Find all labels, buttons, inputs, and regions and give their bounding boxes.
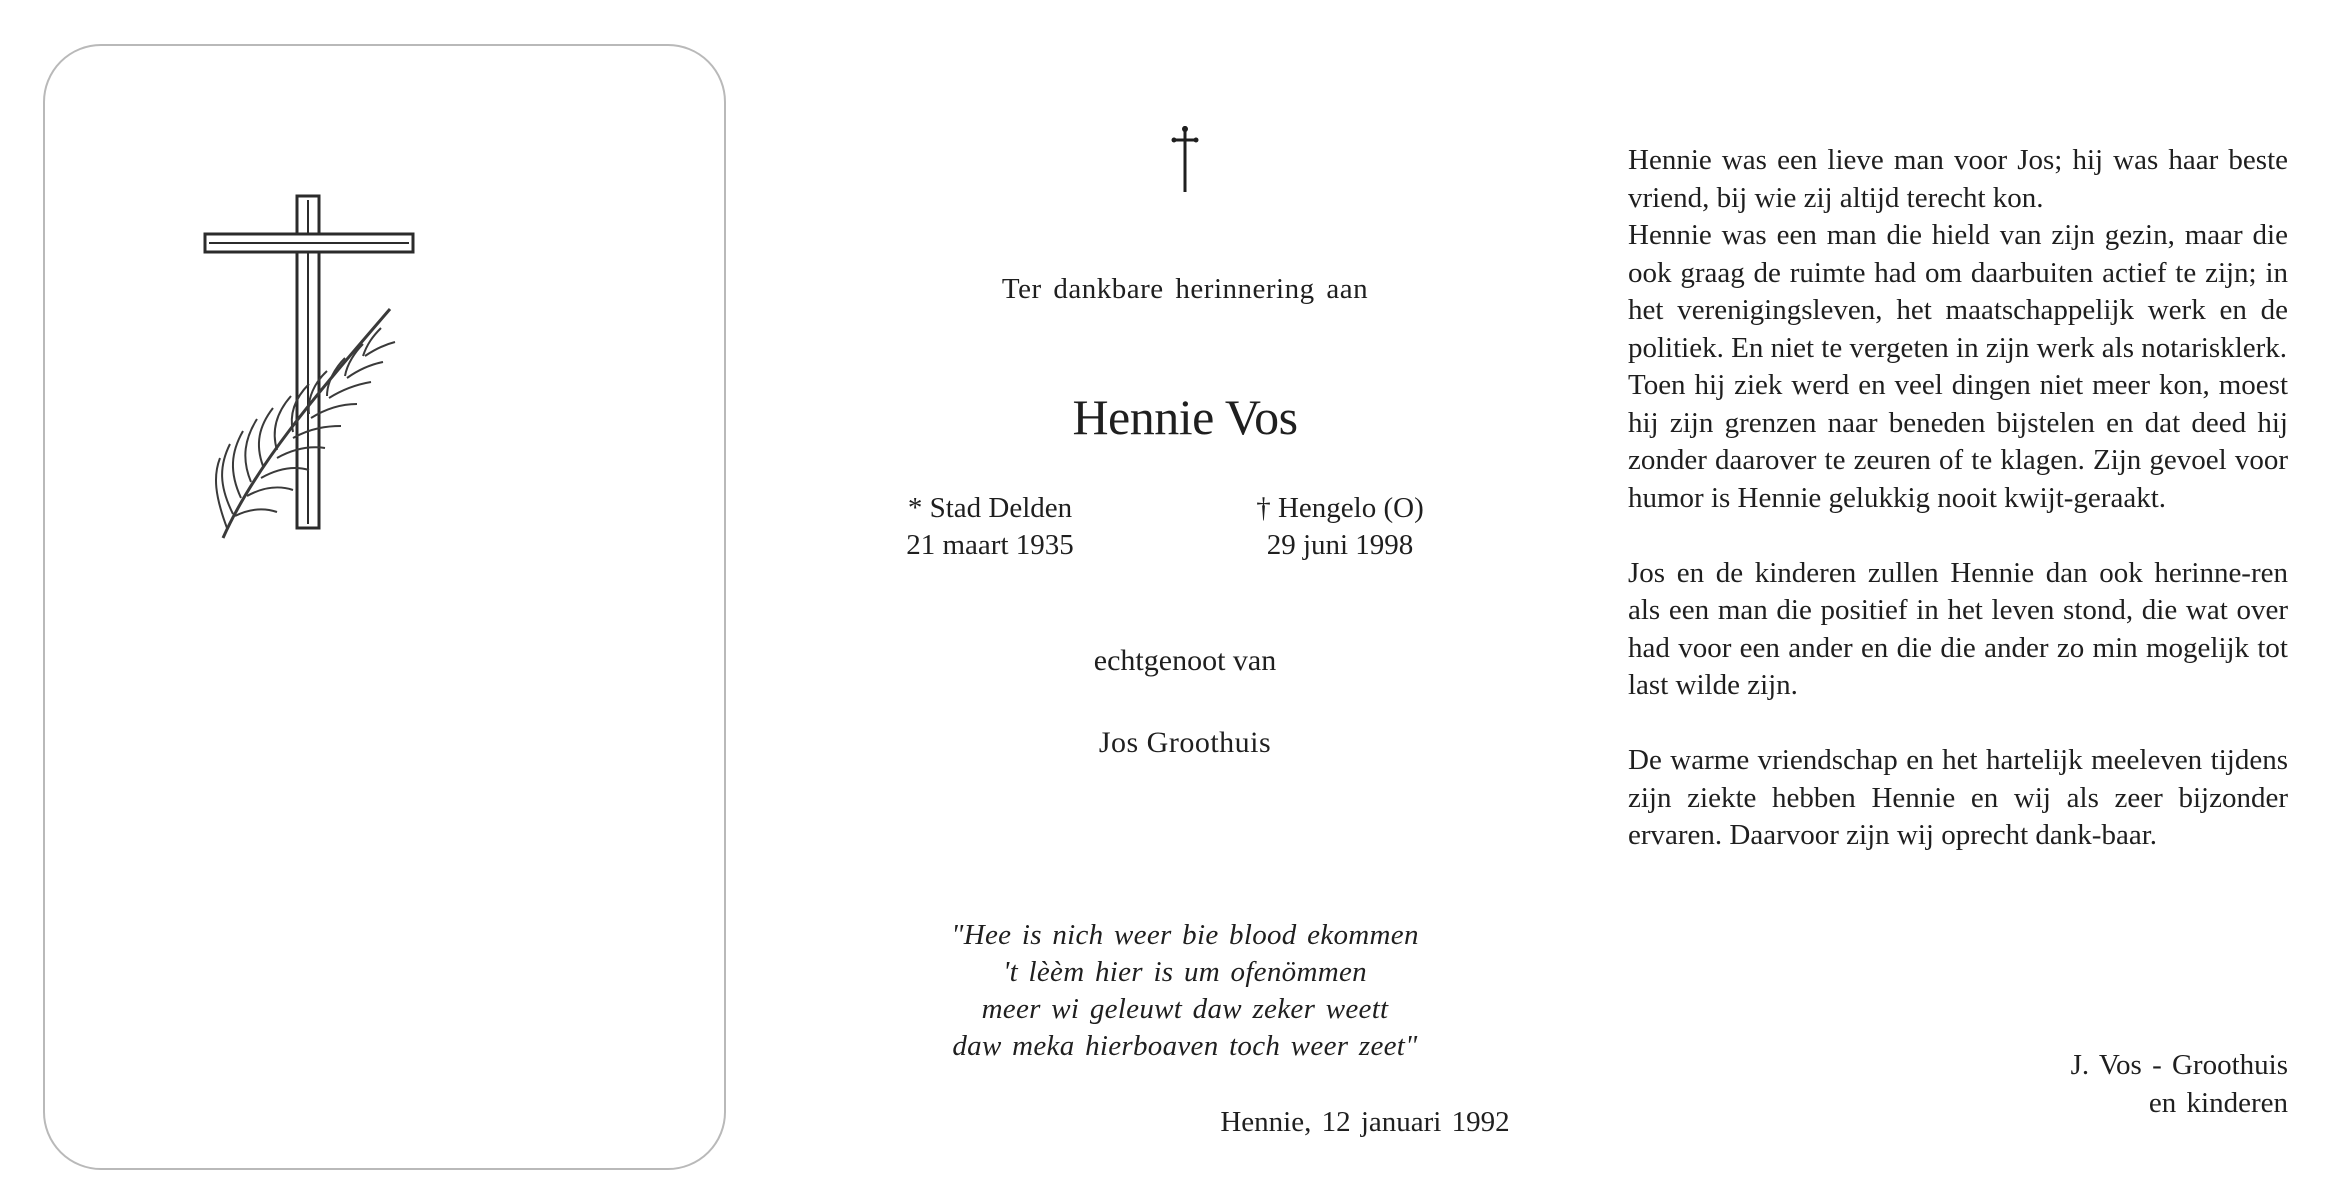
poem-line: 't lèèm hier is um ofenömmen [1003,956,1367,988]
birth-info [845,490,1135,564]
card-middle-panel [790,0,1580,1200]
dedication-line: Ter dankbare herinnering aan [1001,273,1369,305]
death-place: Hengelo (O) [1277,492,1424,524]
signature-line: J. Vos - Groothuis [2070,1049,2288,1081]
text-paragraph: De warme vriendschap en het hartelijk meeleven tijdens zijn ziekte hebben Hennie en wij als zeer bijzonder ervaren. Daarvoor zijn wij oprecht dank-baar. [1628,744,2288,851]
poem-line: "Hee is nich weer bie blood ekommen [951,919,1419,951]
death-symbol: † [1256,492,1271,524]
poem-signature: Hennie, 12 januari 1992 [1220,1106,1510,1138]
poem [790,917,1580,1065]
poem-line: daw meka hierboaven toch weer zeet" [952,1030,1418,1062]
text-paragraph: Jos en de kinderen zullen Hennie dan ook herinne-ren als een man die positief in het leven stond, die wat over had voor een ander en die die ander zo min mogelijk tot last wilde zijn. [1628,556,2288,701]
text-paragraph: Toen hij ziek werd en veel dingen niet meer kon, moest hij zijn grenzen naar beneden bijstelen en dat deed hij zonder daarover te zeuren of te klagen. Zijn gevoel voor humor is Hennie gelukkig nooit kwijt-geraakt. [1628,369,2288,514]
poem-line: meer wi geleuwt daw zeker weett [981,993,1389,1025]
card-right-panel [1628,142,2288,855]
birth-place: Stad Delden [929,492,1073,524]
birth-date: 21 maart 1935 [906,529,1074,561]
death-info [1190,490,1490,564]
card-front-panel [43,44,726,1170]
spouse-label: echtgenoot van [1093,644,1277,677]
latin-cross-icon [1165,124,1205,194]
signature-line: en kinderen [2148,1087,2288,1119]
text-paragraph: Hennie was een man die hield van zijn gezin, maar die ook graag de ruimte had om daarbuiten actief te zijn; in het verenigingsleven, het maatschappelijk werk en de politiek. En niet te vergeten in zijn werk als notarisklerk. [1628,219,2288,364]
cross-with-palm-branch-icon [185,176,425,556]
birth-symbol: * [907,492,923,524]
deceased-name: Hennie Vos [1072,389,1298,445]
death-date: 29 juni 1998 [1266,529,1414,561]
spouse-name: Jos Groothuis [1098,726,1272,759]
family-signature [1900,1046,2288,1122]
text-paragraph: Hennie was een lieve man voor Jos; hij was haar beste vriend, bij wie zij altijd terecht kon. [1628,144,2288,214]
